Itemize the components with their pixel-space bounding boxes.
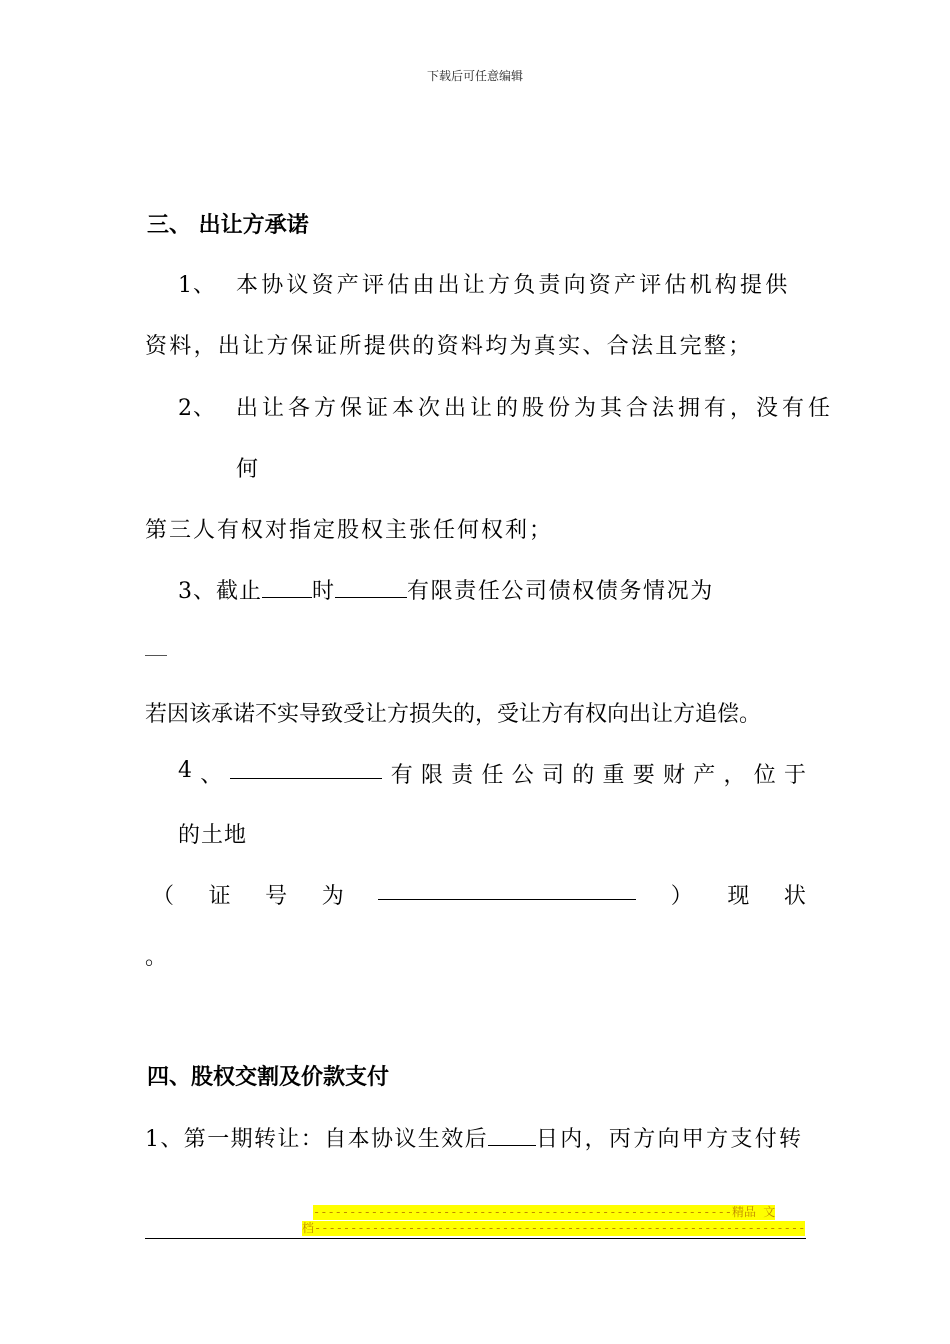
item-3-continuation: 若因该承诺不实导致受让方损失的，受让方有权向出让方追偿。: [145, 702, 762, 727]
item-4-char: 公: [511, 763, 534, 788]
item-3-line: [178, 574, 714, 605]
item-4-char: 于: [783, 763, 806, 788]
item-4-char: 产: [693, 763, 716, 788]
footer-rule: [145, 1238, 806, 1239]
item-4-char: 要: [632, 763, 655, 788]
section-4-item-1: [145, 1122, 803, 1153]
item-4-char: 司: [541, 763, 564, 788]
cert-char: 现: [727, 884, 750, 909]
item-4-char: ，: [723, 763, 746, 788]
blank-certificate-number: [378, 879, 636, 900]
section-4-item-1-text: 日内，丙方向甲方支付转: [536, 1127, 804, 1152]
item-4-char: 任: [481, 763, 504, 788]
page-header: 下载后可任意编辑: [426, 69, 523, 83]
cert-char: 号: [265, 884, 288, 909]
open-paren: （: [152, 884, 175, 909]
footer-dashes: --------------------------------------------------------------------: [314, 1221, 806, 1235]
section-4-heading: 四、股权交割及价款支付: [147, 1065, 390, 1090]
blank-company: [335, 577, 407, 598]
item-1-number: 1、: [178, 273, 216, 298]
section-4-item-1-prefix: 1、第一期转让：自本协议生效后: [145, 1127, 488, 1152]
item-4-char: 责: [451, 763, 474, 788]
item-4-char: 财: [662, 763, 685, 788]
item-4-char: 的: [572, 763, 595, 788]
item-2-text: 出让各方保证本次出让的股份为其合法拥有，没有任: [236, 396, 835, 421]
item-2-number: 2、: [178, 396, 216, 421]
item-1-text: 本协议资产评估由出让方负责向资产评估机构提供: [236, 273, 791, 298]
item-4-sep: 、: [200, 763, 223, 788]
cert-char: 为: [321, 884, 344, 909]
cert-char: 证: [208, 884, 231, 909]
item-4-wrap: 的土地: [178, 823, 248, 848]
item-1-continuation: 资料，出让方保证所提供的资料均为真实、合法且完整；: [145, 334, 753, 359]
blank-days: [488, 1125, 536, 1146]
item-2-wrap: 何: [236, 457, 260, 482]
footer-mark-line-1: [313, 1205, 775, 1220]
item-4-certificate-line: [152, 879, 806, 910]
item-3-time-label: 时: [312, 579, 336, 604]
item-3-dash: [145, 655, 167, 656]
blank-company-name: [230, 758, 382, 779]
item-4-end-mark: 。: [145, 945, 169, 970]
item-4-char: 位: [753, 763, 776, 788]
footer-dashes: ----------------------------------------------------------: [313, 1205, 733, 1219]
item-4-char: 有: [390, 763, 413, 788]
blank-date: [262, 577, 312, 598]
footer-mark-line-2: [302, 1221, 805, 1236]
cert-char: 状: [783, 884, 806, 909]
item-2-continuation: 第三人有权对指定股权主张任何权利；: [145, 518, 554, 543]
footer-label: 档: [302, 1221, 315, 1235]
close-paren: ）: [670, 884, 693, 909]
item-3-prefix: 3、截止: [178, 579, 262, 604]
item-4-number: 4: [178, 758, 192, 783]
item-4-line: [178, 758, 806, 789]
section-3-heading: 三、 出让方承诺: [147, 213, 309, 238]
item-4-char: 限: [420, 763, 443, 788]
item-4-char: 重: [602, 763, 625, 788]
item-3-text: 有限责任公司债权债务情况为: [407, 579, 714, 604]
footer-label: 精品 文: [732, 1205, 776, 1219]
